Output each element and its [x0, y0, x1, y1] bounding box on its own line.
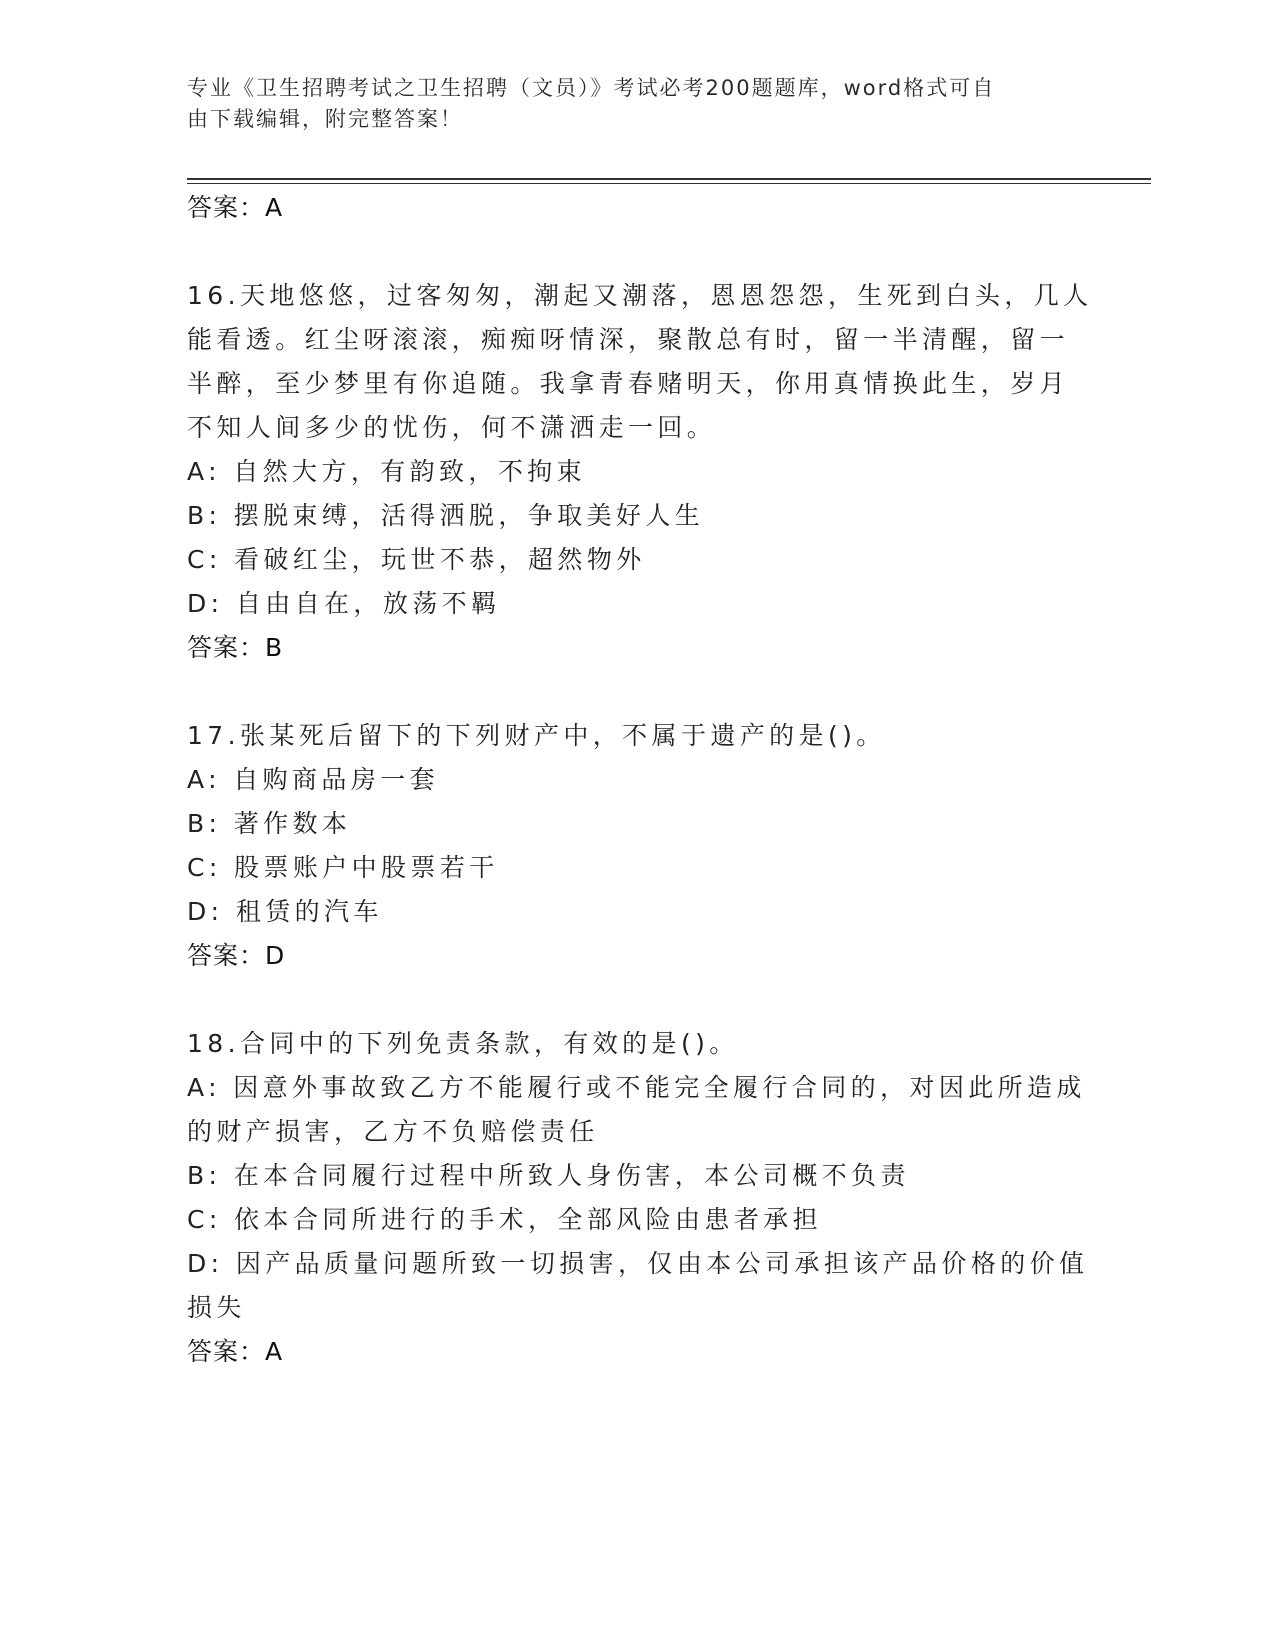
question-16-line-1: 16.天地悠悠，过客匆匆，潮起又潮落，恩恩怨怨，生死到白头，几人 — [187, 281, 1093, 310]
question-16-line-3: 半醉，至少梦里有你追随。我拿青春赌明天，你用真情换此生，岁月 — [187, 369, 1070, 398]
question-17-answer: 答案：D — [187, 941, 286, 970]
question-18-option-d-cont: 损失 — [187, 1293, 246, 1322]
question-16-option-a: A: 自然大方，有韵致，不拘束 — [187, 457, 587, 486]
question-17-option-d: D: 租赁的汽车 — [187, 897, 383, 926]
question-17-line-1: 17.张某死后留下的下列财产中，不属于遗产的是()。 — [187, 721, 886, 750]
question-16-option-d: D: 自由自在，放荡不羁 — [187, 589, 501, 618]
question-18-option-d: D: 因产品质量问题所致一切损害，仅由本公司承担该产品价格的价值 — [187, 1249, 1089, 1278]
question-16-answer: 答案：B — [187, 633, 284, 662]
question-16-line-2: 能看透。红尘呀滚滚，痴痴呀情深，聚散总有时，留一半清醒，留一 — [187, 325, 1070, 354]
question-18-option-a-cont: 的财产损害，乙方不负赔偿责任 — [187, 1117, 599, 1146]
header-line-2: 由下载编辑，附完整答案！ — [187, 107, 463, 131]
question-18-line-1: 18.合同中的下列免责条款，有效的是()。 — [187, 1029, 739, 1058]
question-17-option-c: C: 股票账户中股票若干 — [187, 853, 499, 882]
header-line-1: 专业《卫生招聘考试之卫生招聘（文员）》考试必考200题题库，word格式可自 — [187, 76, 996, 100]
question-17-option-b: B: 著作数本 — [187, 809, 352, 838]
question-18-option-a: A: 因意外事故致乙方不能履行或不能完全履行合同的，对因此所造成 — [187, 1073, 1086, 1102]
header-rule-thin — [187, 183, 1151, 184]
header-rule-thick — [187, 178, 1151, 180]
page-header — [187, 73, 1067, 135]
question-16-line-4: 不知人间多少的忧伤，何不潇洒走一回。 — [187, 413, 717, 442]
question-18-answer: 答案：A — [187, 1337, 284, 1366]
question-18-option-c: C: 依本合同所进行的手术，全部风险由患者承担 — [187, 1205, 823, 1234]
question-17-option-a: A: 自购商品房一套 — [187, 765, 440, 794]
answer-line: 答案：A — [187, 193, 284, 222]
question-18-option-b: B: 在本合同履行过程中所致人身伤害，本公司概不负责 — [187, 1161, 910, 1190]
question-16-option-b: B: 摆脱束缚，活得洒脱，争取美好人生 — [187, 501, 705, 530]
question-16-option-c: C: 看破红尘，玩世不恭，超然物外 — [187, 545, 646, 574]
